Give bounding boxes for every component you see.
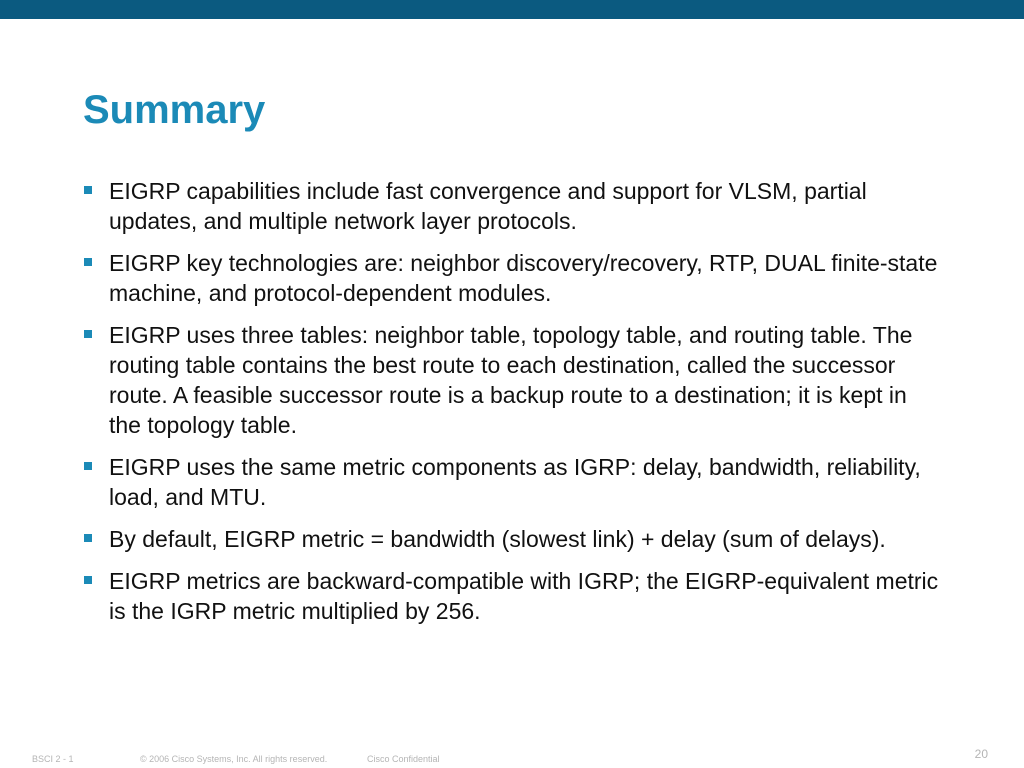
square-bullet-icon bbox=[84, 258, 92, 266]
slide-title: Summary bbox=[83, 88, 266, 132]
square-bullet-icon bbox=[84, 534, 92, 542]
bullet-item bbox=[84, 452, 944, 512]
footer-course-code: BSCI 2 - 1 bbox=[32, 754, 74, 764]
bullet-item bbox=[84, 566, 944, 626]
square-bullet-icon bbox=[84, 330, 92, 338]
square-bullet-icon bbox=[84, 576, 92, 584]
footer-copyright: © 2006 Cisco Systems, Inc. All rights reserved. bbox=[140, 754, 328, 764]
slide-footer bbox=[0, 747, 1024, 768]
bullet-text: EIGRP uses the same metric components as IGRP: delay, bandwidth, reliability, load, and MTU. bbox=[109, 454, 921, 510]
bullet-text: EIGRP metrics are backward-compatible with IGRP; the EIGRP-equivalent metric is the IGRP metric multiplied by 256. bbox=[109, 568, 939, 624]
bullet-text: EIGRP uses three tables: neighbor table, topology table, and routing table. The routing table contains the best route to each destination, called the successor route. A feasible successor route is a backup route to a destination; it is kept in the topology table. bbox=[109, 322, 913, 438]
bullet-item bbox=[84, 524, 944, 554]
bullet-item bbox=[84, 248, 944, 308]
bullet-text: EIGRP key technologies are: neighbor discovery/recovery, RTP, DUAL finite-state machine, and protocol-dependent modules. bbox=[109, 250, 938, 306]
bullet-text: By default, EIGRP metric = bandwidth (slowest link) + delay (sum of delays). bbox=[109, 526, 886, 552]
square-bullet-icon bbox=[84, 186, 92, 194]
bullet-item bbox=[84, 176, 944, 236]
page-number: 20 bbox=[974, 747, 988, 761]
footer-confidential-label: Cisco Confidential bbox=[367, 754, 440, 764]
top-banner bbox=[0, 0, 1024, 19]
bullet-list bbox=[84, 176, 944, 638]
bullet-text: EIGRP capabilities include fast convergence and support for VLSM, partial updates, and multiple network layer protocols. bbox=[109, 178, 867, 234]
square-bullet-icon bbox=[84, 462, 92, 470]
bullet-item bbox=[84, 320, 944, 440]
